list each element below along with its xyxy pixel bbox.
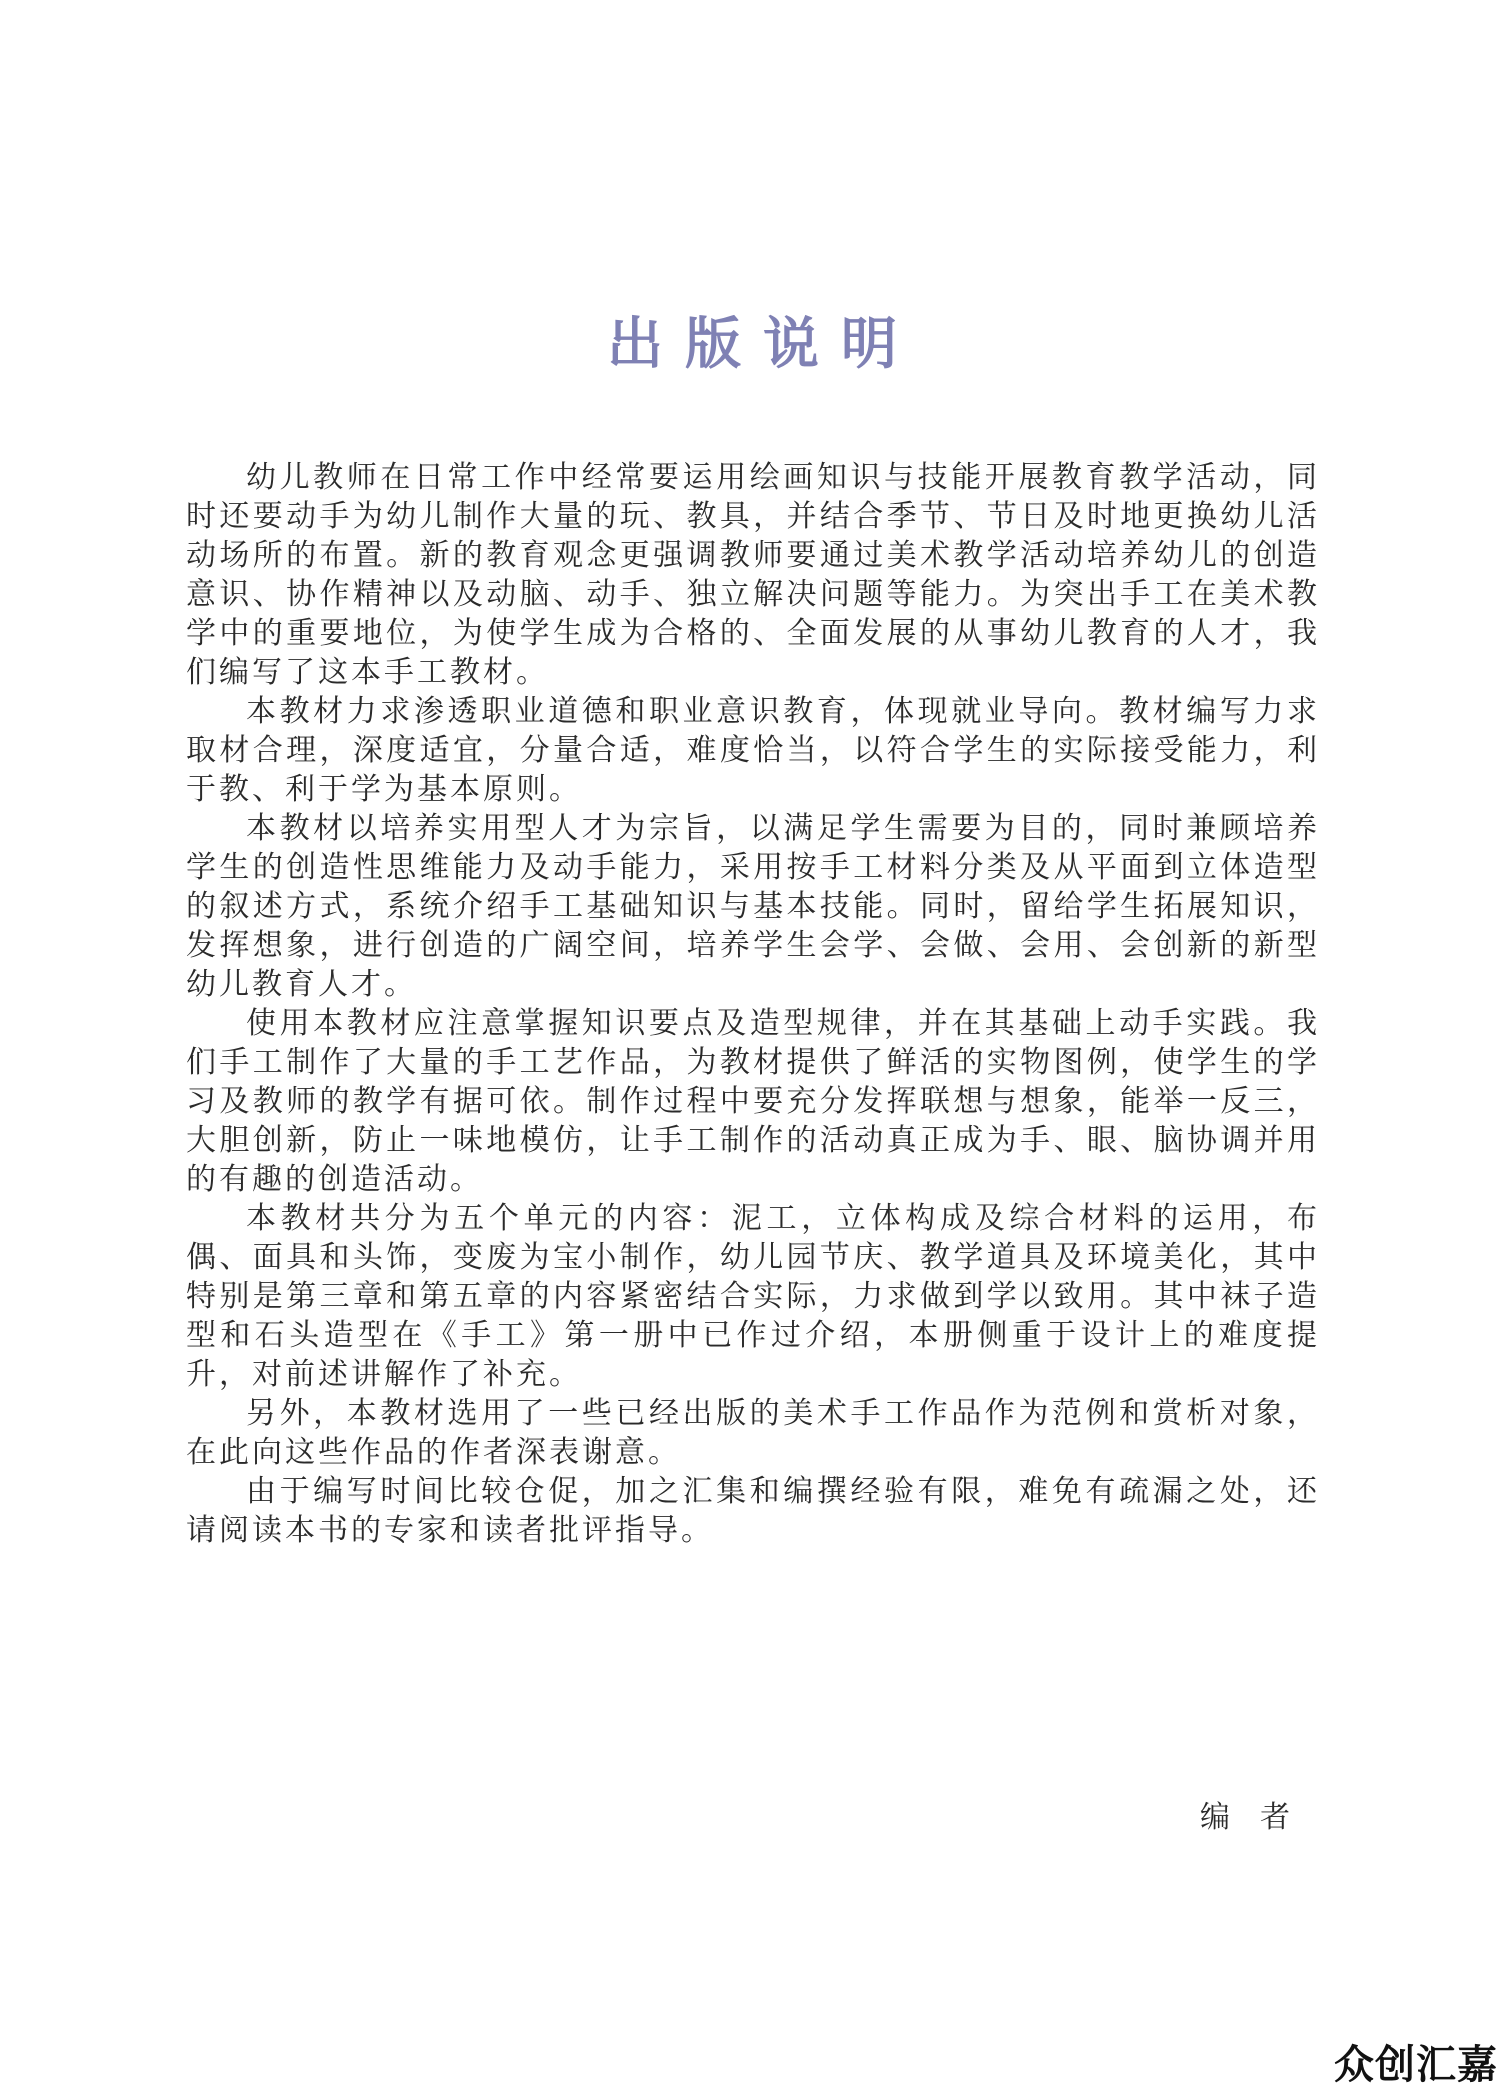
paragraph-7: 由于编写时间比较仓促，加之汇集和编撰经验有限，难免有疏漏之处，还请阅读本书的专家和读者批评指导。 — [186, 1474, 1320, 1548]
paragraph-5: 本教材共分为五个单元的内容：泥工，立体构成及综合材料的运用，布偶、面具和头饰，变废为宝小制作，幼儿园节庆、教学道具及环境美化，其中特别是第三章和第五章的内容紧密结合实际，力求做到学以致用。其中袜子造型和石头造型在《手工》第一册中已作过介绍，本册侧重于设计上的难度提升，对前述讲解作了补充。 — [186, 1201, 1320, 1392]
paragraph-6: 另外，本教材选用了一些已经出版的美术手工作品作为范例和赏析对象，在此向这些作品的作者深表谢意。 — [186, 1396, 1320, 1470]
body-text — [186, 458, 1320, 1550]
paragraph-3: 本教材以培养实用型人才为宗旨，以满足学生需要为目的，同时兼顾培养学生的创造性思维能力及动手能力，采用按手工材料分类及从平面到立体造型的叙述方式，系统介绍手工基础知识与基本技能。同时，留给学生拓展知识，发挥想象，进行创造的广阔空间，培养学生会学、会做、会用、会创新的新型幼儿教育人才。 — [186, 811, 1320, 1002]
paragraph-4: 使用本教材应注意掌握知识要点及造型规律，并在其基础上动手实践。我们手工制作了大量的手工艺作品，为教材提供了鲜活的实物图例，使学生的学习及教师的教学有据可依。制作过程中要充分发挥联想与想象，能举一反三，大胆创新，防止一味地模仿，让手工制作的活动真正成为手、眼、脑协调并用的有趣的创造活动。 — [186, 1006, 1320, 1197]
paragraph-2: 本教材力求渗透职业道德和职业意识教育，体现就业导向。教材编写力求取材合理，深度适宜，分量合适，难度恰当，以符合学生的实际接受能力，利于教、利于学为基本原则。 — [186, 694, 1320, 807]
page-title: 出版说明 — [607, 311, 919, 377]
paragraph-1: 幼儿教师在日常工作中经常要运用绘画知识与技能开展教育教学活动，同时还要动手为幼儿制作大量的玩、教具，并结合季节、节日及时地更换幼儿活动场所的布置。新的教育观念更强调教师要通过美术教学活动培养幼儿的创造意识、协作精神以及动脑、动手、独立解决问题等能力。为突出手工在美术教学中的重要地位，为使学生成为合格的、全面发展的从事幼儿教育的人才，我们编写了这本手工教材。 — [186, 460, 1320, 690]
signature: 编者 — [1200, 1800, 1320, 1835]
watermark-logo: 众创汇嘉 — [1334, 2042, 1498, 2088]
